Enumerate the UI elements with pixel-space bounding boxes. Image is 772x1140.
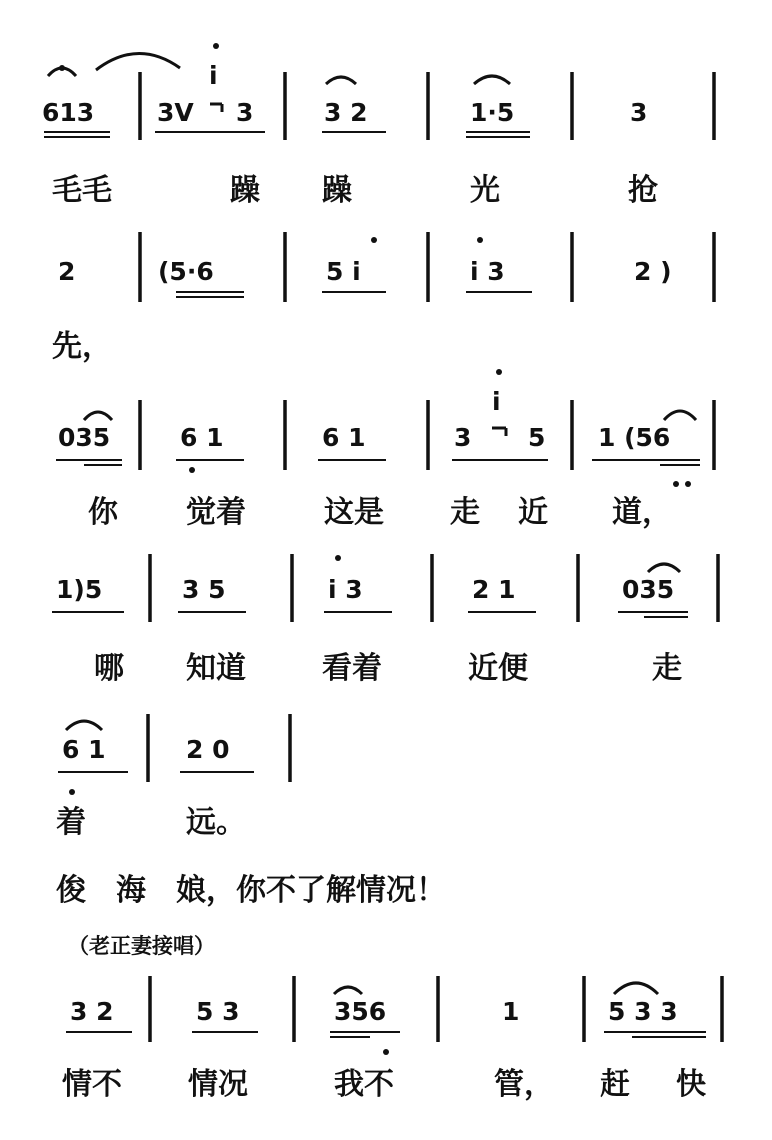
lyric: 走 bbox=[652, 651, 682, 686]
note-group: 6 1 bbox=[180, 423, 224, 452]
lyric: 这是 bbox=[324, 495, 384, 530]
note-group: 2 ) bbox=[634, 257, 672, 286]
note-group: 5 bbox=[528, 423, 546, 452]
lyric: 道， bbox=[612, 495, 672, 530]
row-6 bbox=[61, 976, 722, 1102]
grace-note: i bbox=[209, 61, 218, 90]
note-group: 1·5 bbox=[470, 98, 515, 127]
slur bbox=[664, 411, 696, 420]
note-group: 6 1 bbox=[322, 423, 366, 452]
slur bbox=[84, 412, 112, 420]
low-octave-dot bbox=[685, 481, 691, 487]
note-group: 3 5 bbox=[182, 575, 226, 604]
fermata bbox=[48, 68, 76, 76]
lyric: 着 bbox=[56, 805, 86, 840]
note-group: 613 bbox=[42, 98, 95, 127]
row-1 bbox=[42, 43, 714, 208]
lyric: 抢 bbox=[628, 173, 658, 208]
grace-mark bbox=[210, 104, 222, 112]
note-group: 1)5 bbox=[56, 575, 103, 604]
note-group: 5 3 3 bbox=[608, 997, 678, 1026]
lyric: 赶 bbox=[600, 1067, 630, 1102]
lyric: 知道 bbox=[186, 651, 246, 686]
note-group: 3 2 bbox=[70, 997, 114, 1026]
lyric: 躁 bbox=[230, 173, 260, 208]
note-group: 2 0 bbox=[186, 735, 230, 764]
slur bbox=[648, 564, 680, 572]
slur bbox=[326, 77, 356, 84]
lyric: 躁 bbox=[322, 173, 352, 208]
slur bbox=[96, 53, 180, 70]
spoken-dialogue: 俊 海 娘，你不了解情况！ bbox=[56, 873, 446, 908]
note-group: 6 1 bbox=[62, 735, 106, 764]
lyric: 近 bbox=[518, 495, 548, 530]
grace-mark bbox=[492, 428, 506, 436]
note-group: 1 bbox=[502, 997, 520, 1026]
note-group: 2 1 bbox=[472, 575, 516, 604]
note-group: i 3 bbox=[470, 257, 505, 286]
grace-note: i bbox=[492, 387, 501, 416]
lyric: 毛毛 bbox=[52, 173, 112, 208]
lyric: 管， bbox=[494, 1067, 554, 1102]
note-group: 1 (56 bbox=[598, 423, 671, 452]
note-group: 035 bbox=[58, 423, 111, 452]
lyric: 先， bbox=[52, 329, 112, 364]
row-5 bbox=[56, 714, 290, 840]
high-octave-dot bbox=[335, 555, 341, 561]
note-group: 3 bbox=[454, 423, 472, 452]
high-octave-dot bbox=[371, 237, 377, 243]
lyric: 情不 bbox=[62, 1067, 122, 1102]
lyric: 快 bbox=[676, 1067, 706, 1102]
lyric: 远。 bbox=[186, 805, 246, 840]
lyric: 近便 bbox=[468, 651, 528, 686]
lyric: 觉着 bbox=[186, 495, 246, 530]
note-group: (5·6 bbox=[158, 257, 214, 286]
lyric: 看着 bbox=[322, 651, 382, 686]
high-octave-dot bbox=[213, 43, 219, 49]
lyric: 情况 bbox=[188, 1067, 248, 1102]
slur bbox=[66, 721, 102, 730]
low-octave-dot bbox=[69, 789, 75, 795]
low-octave-dot bbox=[189, 467, 195, 473]
note-group: 3 bbox=[630, 98, 648, 127]
lyric: 走 bbox=[450, 495, 480, 530]
note-group: 356 bbox=[334, 997, 387, 1026]
low-octave-dot bbox=[673, 481, 679, 487]
note-group: 2 bbox=[58, 257, 76, 286]
lyric: 你 bbox=[88, 495, 118, 530]
slur bbox=[614, 983, 658, 994]
slur bbox=[334, 987, 362, 994]
note-group: 035 bbox=[622, 575, 675, 604]
high-octave-dot bbox=[477, 237, 483, 243]
high-octave-dot bbox=[496, 369, 502, 375]
slur bbox=[474, 76, 510, 84]
low-octave-dot bbox=[383, 1049, 389, 1055]
lyric: 我不 bbox=[334, 1067, 394, 1102]
note-group: 5 3 bbox=[196, 997, 240, 1026]
row-2 bbox=[52, 232, 714, 364]
note-group: i 3 bbox=[328, 575, 363, 604]
stage-cue: （老正妻接唱） bbox=[68, 934, 215, 958]
note-group: 3 bbox=[236, 98, 254, 127]
note-group: 5 i bbox=[326, 257, 361, 286]
row-4 bbox=[52, 554, 718, 686]
note-group: 3V bbox=[157, 98, 194, 127]
lyric: 光 bbox=[470, 173, 500, 208]
lyric: 哪 bbox=[94, 651, 124, 686]
note-group: 3 2 bbox=[324, 98, 368, 127]
row-3 bbox=[56, 369, 714, 530]
